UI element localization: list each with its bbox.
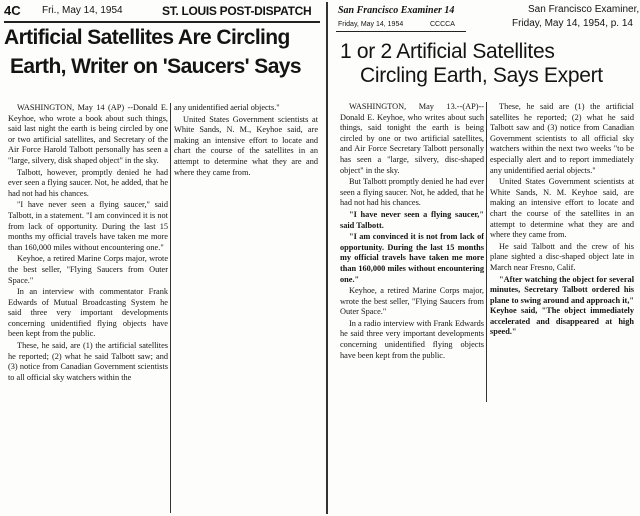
story-column-1 <box>340 102 484 402</box>
header-rule <box>4 21 320 23</box>
dateline: Friday, May 14, 1954 <box>338 21 404 28</box>
paragraph: "After watching the object for several minutes, Secretary Talbott ordered his plane to swing around and approach it," Keyhoe said, "The object immediately accelerated and disappeared at high speed." <box>490 274 634 337</box>
headline-line-2: Earth, Writer on 'Saucers' Says <box>10 55 301 78</box>
headline-line-1: Artificial Satellites Are Circling <box>4 26 290 49</box>
page-number: 4C <box>4 3 21 18</box>
paragraph: Talbott, however, promptly denied he had ever seen a flying saucer. Not, he added, that he had not had his chances. <box>8 167 168 198</box>
clipping-divider <box>326 2 328 514</box>
story-column-2 <box>490 102 634 402</box>
column-rule <box>170 103 171 513</box>
paragraph: WASHINGTON, May 13.--(AP)--Donald E. Keyhoe, who writes about such things, said tonight the earth is being circled by one or two artificial satellites, and Air Force Secretary Talbott personally has seen a "large, silvery, disc-shaped object" in the sky. <box>340 102 484 175</box>
paragraph: United States Government scientists at White Sands, N. M. Keyhoe said, are making an intensive effort to locate and chart the course of the satellites in an attempt to determine what they are and where they came from. <box>490 177 634 240</box>
paragraph: WASHINGTON, May 14 (AP) --Donald E. Keyhoe, who wrote a book about such things, said last night the earth is being circled by one or two artificial satellites, and Secretary of the Air Force Harold Talbott personally has seen a "large, silvery, disk shaped object" in the sky. <box>8 103 168 165</box>
edition-code: CCCCA <box>430 21 455 28</box>
paragraph: These, he said, are (1) the artificial satellites he reported; (2) what he said Talbott saw; and (3) notice from Canadian Government scientists to all official sky watchers within the <box>8 341 168 382</box>
paragraph: "I have never seen a flying saucer," said Talbott, in a statement. "I am convinced it is not from lack of opportunity. During the last 15 months my official travels have taken me more than 160,000 miles without encountering one." <box>8 200 168 252</box>
newspaper-name: ST. LOUIS POST-DISPATCH <box>162 4 312 18</box>
paragraph: Keyhoe, a retired Marine Corps major, wrote the best seller, "Flying Saucers from Outer Space." <box>340 286 484 317</box>
paragraph: "I am convinced it is not from lack of opportunity. During the last 15 months my official travels have taken me more than 160,000 miles without encountering one." <box>340 232 484 284</box>
paragraph: "I have never seen a flying saucer," said Talbott. <box>340 209 484 230</box>
examiner-clipping <box>330 0 640 516</box>
paragraph: He said Talbott and the crew of his plane sighted a disc-shaped object late in March near Fresno, Calif. <box>490 241 634 272</box>
headline-line-1: 1 or 2 Artificial Satellites <box>340 40 555 63</box>
source-note-line-2: Friday, May 14, 1954, p. 14 <box>512 18 633 29</box>
paragraph: These, he said are (1) the artificial satellites he reported; (2) what he said Talbott saw and (3) notice from Canadian Government scientists to all official sky watchers within the next two weeks "to be especially alert and to report immediately any unidentified aerial objects." <box>490 102 634 175</box>
paragraph: United States Government scientists at White Sands, N. M., Keyhoe said, are making an intensive effort to locate and chart the course of the satellites in an attempt to determine what they are and where they came from. <box>174 114 318 177</box>
paragraph: any unidentified aerial objects." <box>174 103 280 112</box>
paragraph: Keyhoe, a retired Marine Corps major, wrote the best seller, "Flying Saucers from Outer Space." <box>8 254 168 285</box>
masthead: San Francisco Examiner 14 <box>338 5 455 16</box>
header-rule <box>336 31 466 32</box>
paragraph: But Talbott promptly denied he had ever seen a flying saucer. Not, he added, that he had not had his chances. <box>340 177 484 208</box>
headline-line-2: Circling Earth, Says Expert <box>360 64 603 87</box>
source-note-line-1: San Francisco Examiner, <box>528 4 640 15</box>
story-column-2 <box>174 103 318 193</box>
paragraph: In an interview with commentator Frank Edwards of Mutual Broadcasting System he said three very important developments concerning unidentified flying objects have been kept from the public. <box>8 287 168 339</box>
story-column-1 <box>8 103 168 513</box>
paragraph: In a radio interview with Frank Edwards he said three very important developments concerning unidentified flying objects have been kept from the public. <box>340 318 484 360</box>
dateline: Fri., May 14, 1954 <box>42 5 123 16</box>
column-rule <box>486 102 487 402</box>
